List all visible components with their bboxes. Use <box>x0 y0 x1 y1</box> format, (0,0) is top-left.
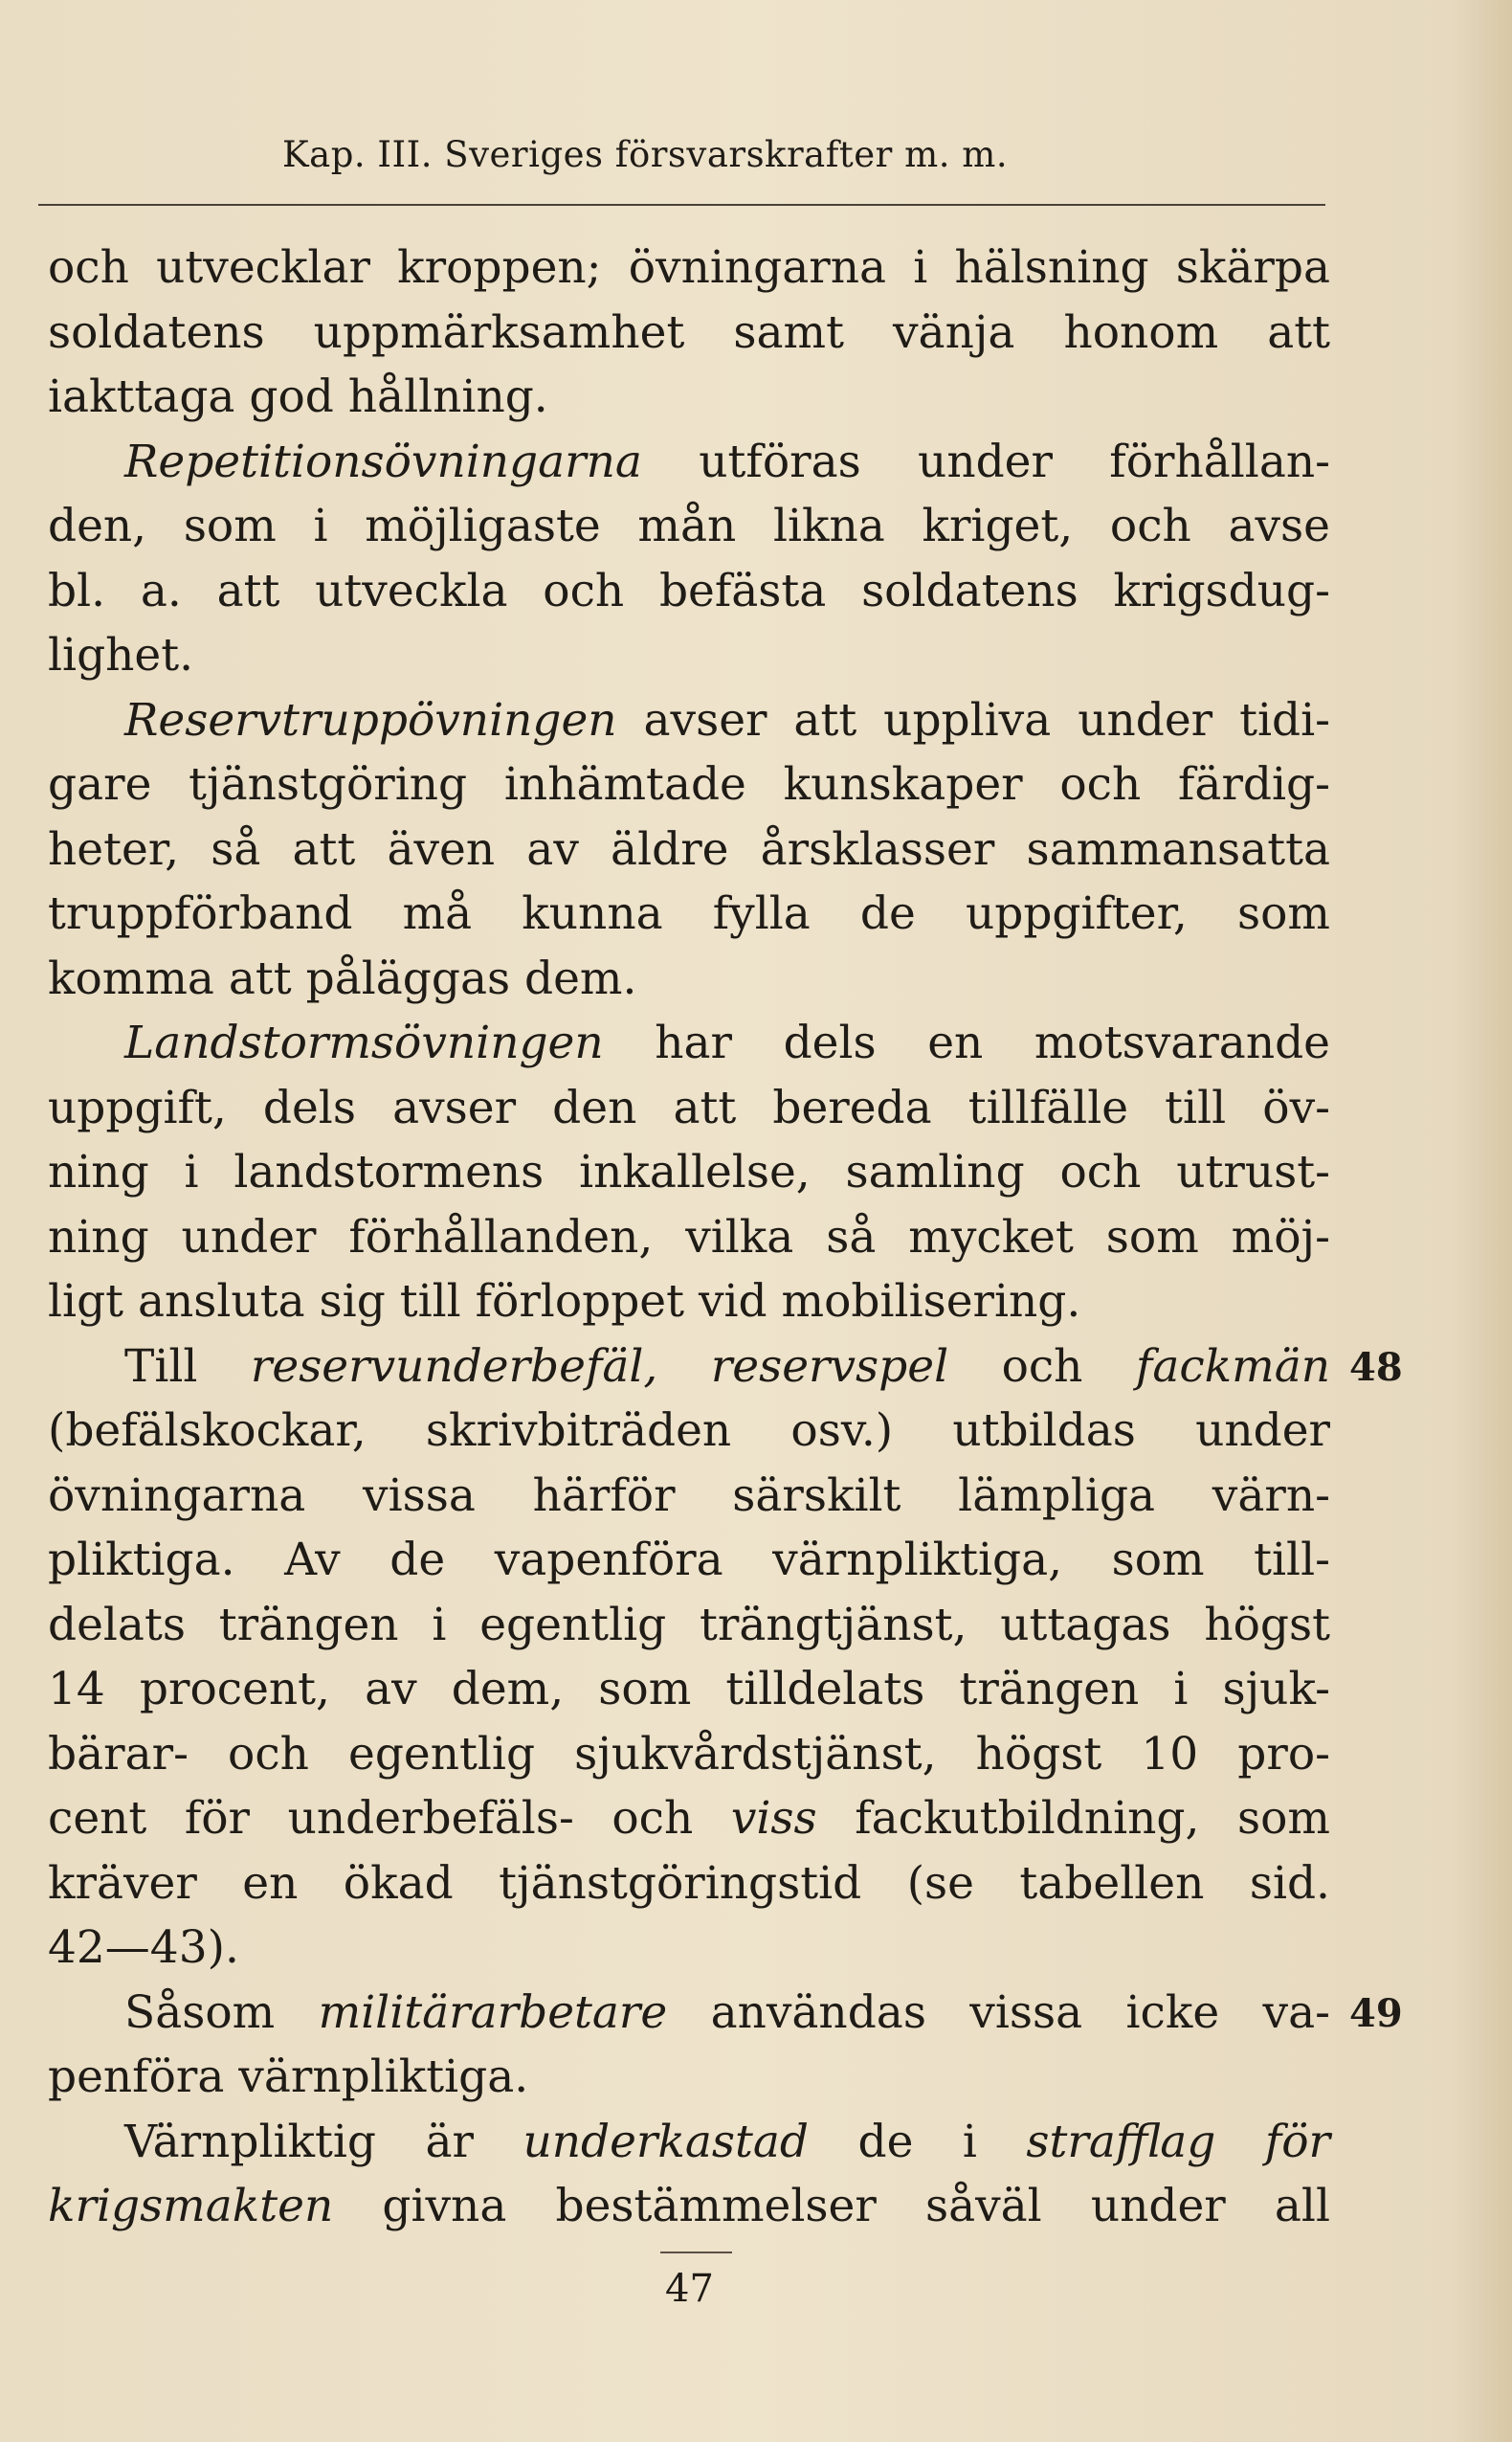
text-segment: och utvecklar kroppen; övningarna i hälsning skärpa <box>48 241 1330 294</box>
text-segment: Såsom <box>124 1985 319 2039</box>
text-line <box>48 559 1330 624</box>
text-line <box>48 1334 1330 1400</box>
text-line <box>48 365 1330 430</box>
text-segment: ning under förhållanden, vilka så mycket som möj- <box>48 1210 1330 1264</box>
text-line <box>48 301 1330 366</box>
italic-term: Reservtruppövningen <box>124 693 617 747</box>
text-line <box>48 1528 1330 1593</box>
text-line <box>48 752 1330 818</box>
text-line <box>48 2110 1330 2175</box>
text-line <box>48 688 1330 753</box>
text-line <box>48 882 1330 947</box>
italic-term: Landstormsövningen <box>124 1017 604 1069</box>
text-line <box>48 2174 1330 2239</box>
text-segment: komma att påläggas dem. <box>48 952 637 1005</box>
text-segment: ning i landstormens inkallelse, samling och utrust- <box>48 1146 1330 1199</box>
text-line <box>48 947 1330 1012</box>
text-line <box>48 1399 1330 1464</box>
text-segment: utföras under förhållan- <box>641 435 1330 488</box>
text-line <box>48 494 1330 559</box>
italic-term: militärarbetare <box>318 1985 668 2039</box>
text-segment: 42—43). <box>48 1921 239 1974</box>
italic-term: strafflag för <box>1026 2115 1330 2168</box>
text-segment: gare tjänstgöring inhämtade kunskaper och färdig- <box>48 758 1330 811</box>
text-segment: har dels en motsvarande <box>603 1017 1330 1069</box>
running-head: Kap. III. Sveriges försvarskrafter m. m. <box>282 134 1009 175</box>
text-segment: den, som i möjligaste mån likna kriget, och avse <box>48 500 1330 552</box>
text-line <box>48 1722 1330 1787</box>
text-line <box>48 1786 1330 1851</box>
text-line <box>48 1269 1330 1334</box>
text-segment: soldatens uppmärksamhet samt vänja honom att <box>48 305 1330 359</box>
text-segment: iakttaga god hållning. <box>48 370 548 423</box>
text-line <box>48 235 1330 301</box>
italic-term: viss <box>730 1792 817 1845</box>
italic-term: underkastad <box>523 2115 810 2168</box>
italic-term: reservspel <box>710 1339 949 1393</box>
text-line <box>48 818 1330 883</box>
text-segment: truppförband må kunna fylla de uppgifter, som <box>48 887 1330 940</box>
text-segment: delats trängen i egentlig trängtjänst, uttagas högst <box>48 1598 1330 1651</box>
text-line <box>48 430 1330 495</box>
margin-number: 49 <box>1349 1991 1403 2036</box>
text-segment: givna bestämmelser såväl under all <box>333 2180 1330 2232</box>
italic-term: Repetitionsövningarna <box>124 435 642 488</box>
footer-rule <box>660 2252 732 2253</box>
italic-term: krigsmakten <box>48 2180 334 2232</box>
text-line <box>48 1593 1330 1658</box>
text-segment: 14 procent, av dem, som tilldelats trängen i sjuk- <box>48 1663 1330 1715</box>
text-segment: Värnpliktig är <box>124 2115 523 2168</box>
italic-term: reservunderbefäl, <box>250 1339 658 1393</box>
page-number: 47 <box>665 2267 714 2311</box>
text-segment: heter, så att även av äldre årsklasser sammansatta <box>48 822 1330 876</box>
text-segment: pliktiga. Av de vapenföra värnpliktiga, som till- <box>48 1534 1330 1586</box>
text-line <box>48 1076 1330 1141</box>
text-line <box>48 623 1330 688</box>
text-segment <box>657 1340 710 1393</box>
margin-number: 48 <box>1349 1345 1403 1390</box>
text-line <box>48 1011 1330 1076</box>
text-line <box>48 1851 1330 1916</box>
text-segment: penföra värnpliktiga. <box>48 2050 529 2103</box>
text-segment: och <box>948 1339 1136 1393</box>
text-segment: kräver en ökad tjänstgöringstid (se tabellen sid. <box>48 1856 1330 1910</box>
text-segment: Till <box>124 1339 251 1393</box>
text-line <box>48 1464 1330 1529</box>
text-line <box>48 1981 1330 2046</box>
text-segment: uppgift, dels avser den att bereda tillfälle till öv- <box>48 1081 1330 1134</box>
text-segment: övningarna vissa härför särskilt lämpliga värn- <box>48 1468 1330 1522</box>
text-segment: (befälskockar, skrivbiträden osv.) utbildas under <box>48 1404 1330 1457</box>
text-segment: avser att uppliva under tidi- <box>616 693 1330 747</box>
text-segment: de i <box>809 2115 1027 2168</box>
text-line <box>48 1205 1330 1270</box>
text-segment: fackutbildning, som <box>816 1792 1330 1845</box>
text-segment: bärar- och egentlig sjukvårdstjänst, högst 10 pro- <box>48 1727 1330 1781</box>
text-line <box>48 2045 1330 2110</box>
body-text <box>48 235 1330 2239</box>
text-line <box>48 1140 1330 1205</box>
text-segment: bl. a. att utveckla och befästa soldatens krigsdug- <box>48 564 1330 617</box>
text-segment: cent för underbefäls- och <box>48 1792 731 1845</box>
text-segment: ligt ansluta sig till förloppet vid mobilisering. <box>48 1275 1081 1328</box>
text-line <box>48 1916 1330 1981</box>
header-rule <box>38 204 1325 206</box>
text-line <box>48 1657 1330 1722</box>
text-segment: användas vissa icke va- <box>667 1985 1330 2039</box>
text-segment: lighet. <box>48 629 194 682</box>
italic-term: fackmän <box>1135 1339 1330 1393</box>
